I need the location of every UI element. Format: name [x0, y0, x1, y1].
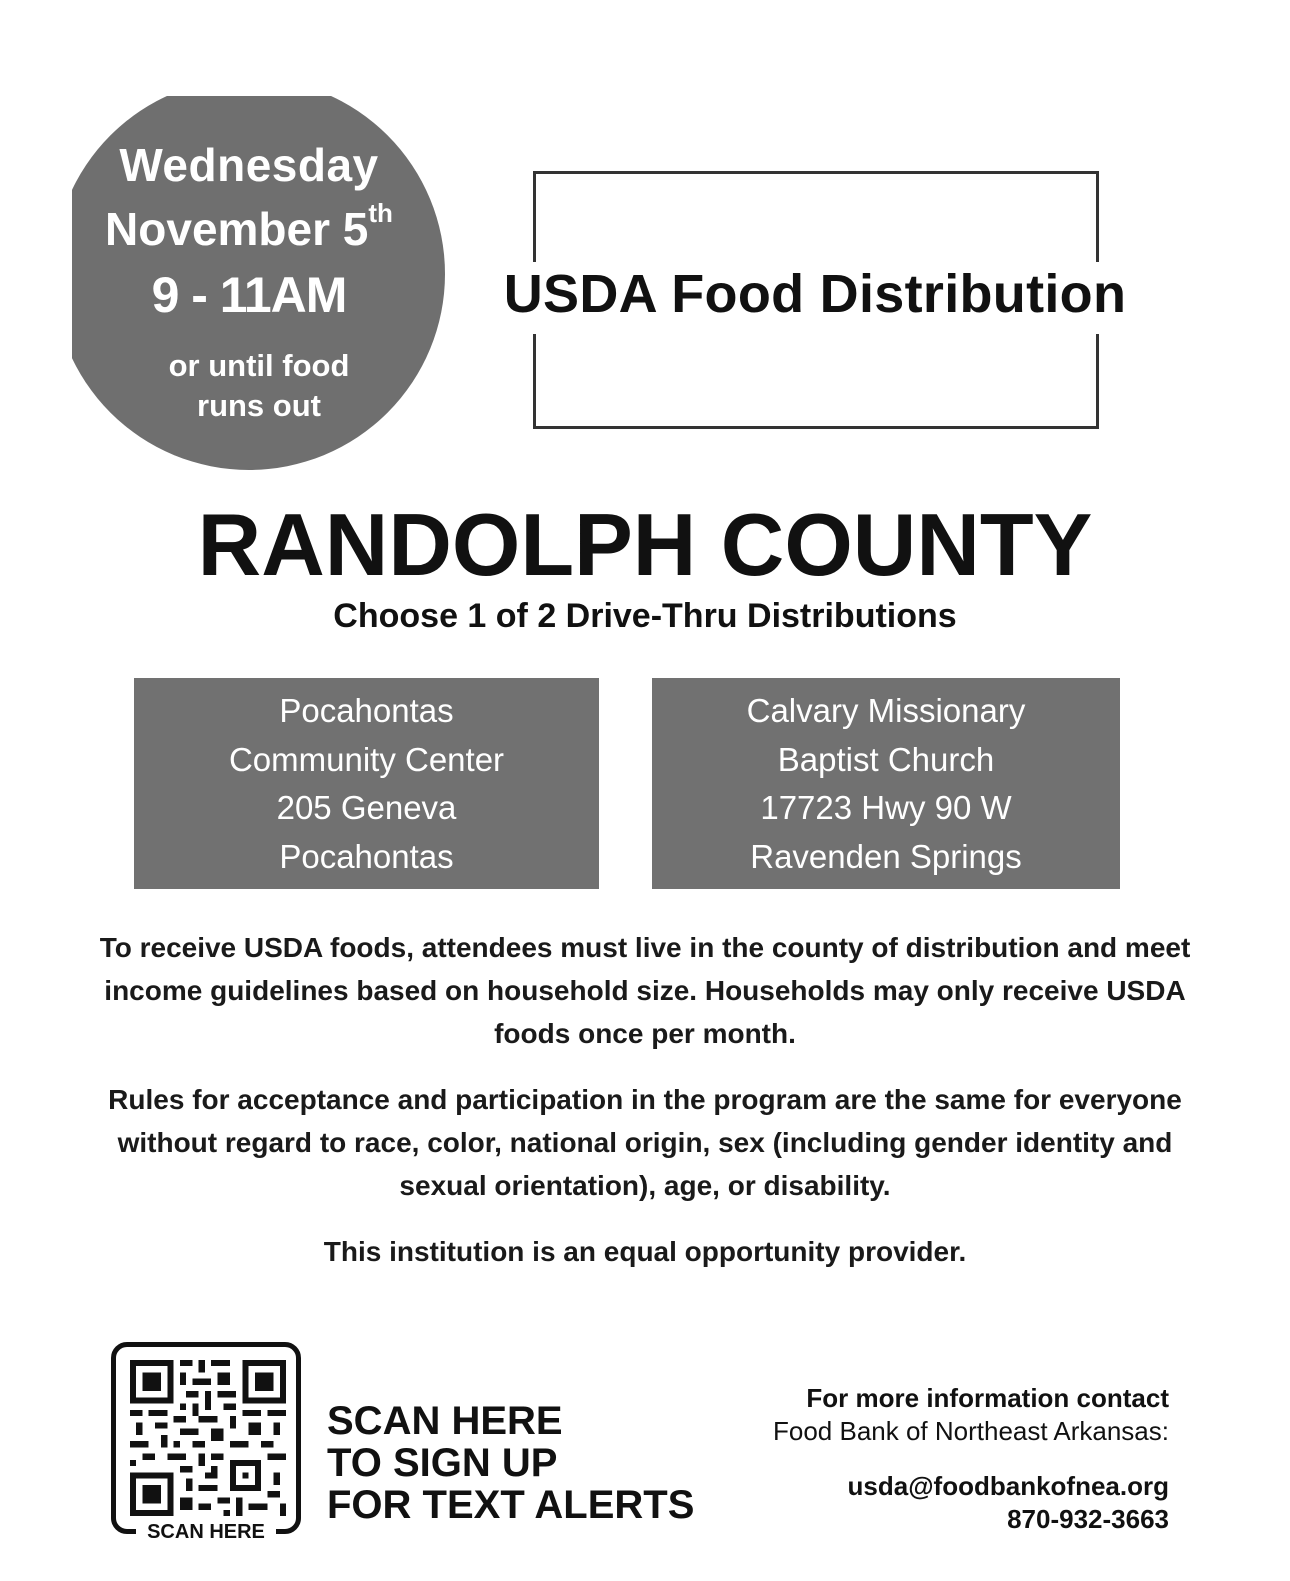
- contact-phone-link[interactable]: 870-932-3663: [1007, 1504, 1169, 1534]
- location-line: Pocahontas: [279, 837, 454, 875]
- contact-block: [773, 1382, 1169, 1536]
- event-time: 9 - 11AM: [151, 267, 347, 323]
- contact-email-link[interactable]: usda@foodbankofnea.org: [847, 1471, 1169, 1501]
- event-note-line2: runs out: [197, 388, 321, 423]
- signup-line: SCAN HERE: [327, 1399, 563, 1443]
- location-line: 205 Geneva: [276, 789, 457, 826]
- qr-scan-label: SCAN HERE: [147, 1521, 265, 1543]
- location-line: Baptist Church: [777, 740, 995, 778]
- event-note: [113, 346, 405, 426]
- rules-paragraph: Rules for acceptance and participation in the program are the same for everyone without regard to race, color, national origin, sex (including gender identity and sexual orientation), age, or disability.: [108, 1084, 1182, 1201]
- location-line: Community Center: [228, 740, 505, 778]
- event-date: [72, 198, 445, 256]
- location-card-pocahontas: [134, 678, 599, 889]
- signup-line: TO SIGN UP: [327, 1441, 558, 1485]
- equal-opportunity-statement: This institution is an equal opportunity provider.: [323, 1236, 967, 1267]
- event-note-line1: or until food: [168, 348, 350, 383]
- contact-organization: Food Bank of Northeast Arkansas:: [773, 1416, 1169, 1446]
- location-line: Pocahontas: [279, 692, 454, 729]
- contact-intro: For more information contact: [806, 1383, 1169, 1413]
- event-circle: [72, 96, 445, 470]
- location-line: Ravenden Springs: [750, 837, 1022, 875]
- qr-code-icon[interactable]: [130, 1360, 286, 1516]
- event-badge: [72, 96, 462, 476]
- event-day: Wednesday: [119, 139, 379, 191]
- event-date-text: November 5: [105, 203, 369, 255]
- signup-callout: [327, 1400, 694, 1526]
- eligibility-paragraph: To receive USDA foods, attendees must live in the county of distribution and meet income guidelines based on household size. Households may only receive USDA foods once per month.: [99, 932, 1191, 1049]
- location-line: 17723 Hwy 90 W: [760, 789, 1012, 826]
- county-heading: RANDOLPH COUNTY: [197, 495, 1093, 594]
- county-subtitle: Choose 1 of 2 Drive-Thru Distributions: [333, 597, 957, 635]
- page-title: USDA Food Distribution: [503, 264, 1127, 324]
- location-line: Calvary Missionary: [746, 692, 1026, 729]
- location-card-calvary: [652, 678, 1120, 889]
- event-date-suffix: th: [368, 198, 393, 228]
- signup-line: FOR TEXT ALERTS: [327, 1483, 695, 1527]
